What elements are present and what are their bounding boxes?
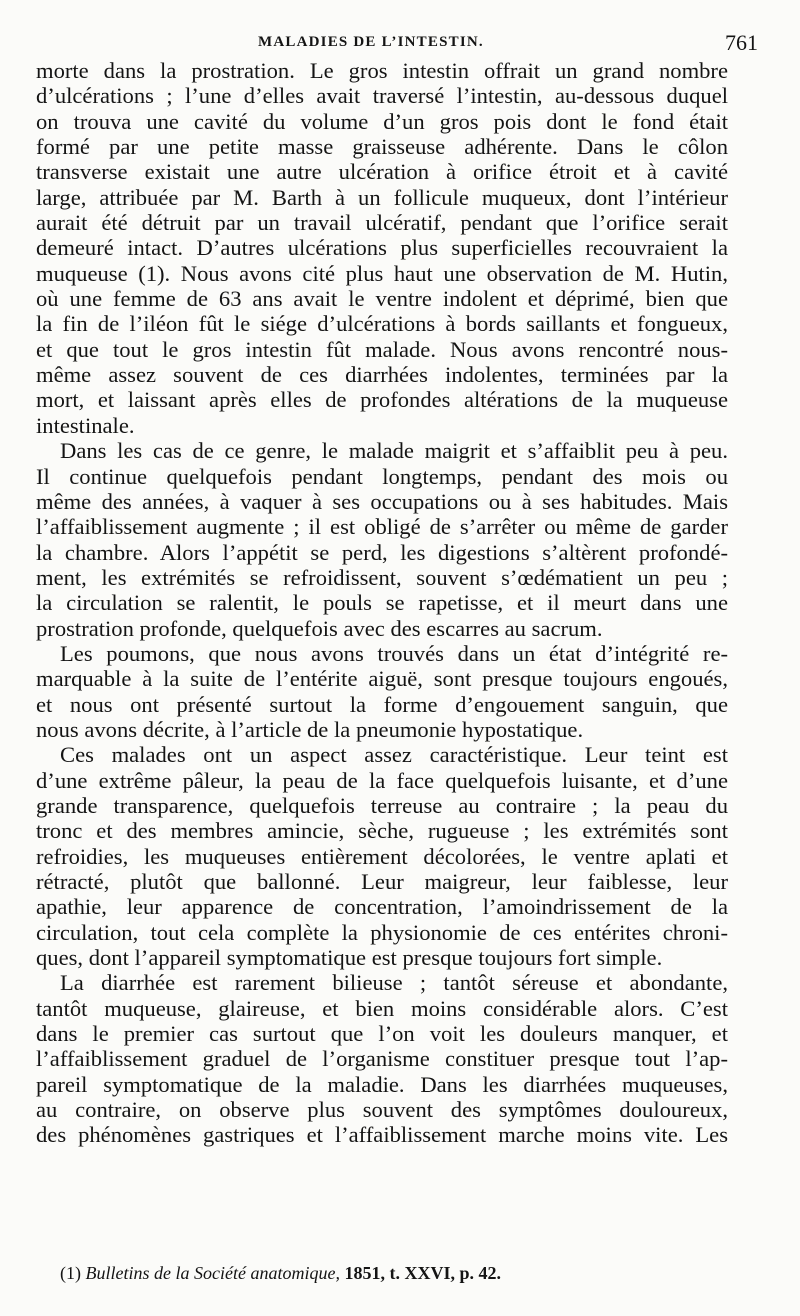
text-line: intestinale.: [36, 412, 135, 438]
paragraph-1: [36, 58, 728, 438]
running-title: MALADIES DE L’INTESTIN.: [258, 34, 484, 50]
text-line: des phénomènes gastriques et l’affaiblissement marche moins vite. Les: [36, 1122, 728, 1148]
footnote-year: 1851,: [344, 1263, 385, 1283]
text-line: d’ulcérations ; l’une d’elles avait traversé l’intestin, au-dessous duquel: [36, 83, 728, 109]
text-line: la chambre. Alors l’appétit se perd, les digestions s’altèrent profondé-: [36, 539, 728, 565]
text-line: au contraire, on observe plus souvent des symptômes douloureux,: [36, 1097, 728, 1123]
text-line: et nous ont présenté surtout la forme d’engouement sanguin, que: [36, 691, 728, 717]
text-line: Dans les cas de ce genre, le malade maigrit et s’affaiblit peu à peu.: [60, 438, 728, 464]
text-line: la circulation se ralentit, le pouls se rapetisse, et il meurt dans une: [36, 590, 728, 616]
text-line: Les poumons, que nous avons trouvés dans un état d’intégrité re-: [60, 640, 728, 666]
text-line: demeuré intact. D’autres ulcérations plus superficielles recouvraient la: [36, 235, 728, 261]
text-line: marquable à la suite de l’entérite aiguë, sont presque toujours engoués,: [36, 666, 728, 692]
body-text: [36, 58, 728, 1148]
footnote-marker: (1): [60, 1263, 81, 1283]
text-line: muqueuse (1). Nous avons cité plus haut une observation de M. Hutin,: [36, 260, 728, 286]
footnote-page: p. 42.: [459, 1263, 501, 1283]
text-line: nous avons décrite, à l’article de la pneumonie hypostatique.: [36, 716, 584, 742]
text-line: même assez souvent de ces diarrhées indolentes, terminées par la: [36, 362, 728, 388]
text-line: on trouva une cavité du volume d’un gros pois dont le fond était: [36, 108, 728, 134]
text-line: transverse existait une autre ulcération à orifice étroit et à cavité: [36, 159, 728, 185]
text-line: prostration profonde, quelquefois avec des escarres au sacrum.: [36, 615, 603, 641]
page-number: 761: [725, 30, 758, 55]
text-line: apathie, leur apparence de concentration, l’amoindrissement de la: [36, 894, 728, 920]
text-line: tantôt muqueuse, glaireuse, et bien moins considérable alors. C’est: [36, 995, 728, 1021]
text-line: morte dans la prostration. Le gros intestin offrait un grand nombre: [36, 58, 728, 83]
text-line: tronc et des membres amincie, sèche, rugueuse ; les extrémités sont: [36, 818, 728, 844]
text-line: dans le premier cas surtout que l’on voit les douleurs manquer, et: [36, 1021, 728, 1047]
text-line: même des années, à vaquer à ses occupations ou à ses habitudes. Mais: [36, 488, 728, 514]
footnote: [60, 1263, 501, 1284]
text-line: l’affaiblissement graduel de l’organisme constituer presque tout l’ap-: [36, 1046, 728, 1072]
text-line: circulation, tout cela complète la physionomie de ces entérites chroni-: [36, 919, 728, 945]
paragraph-4: [36, 742, 728, 970]
text-line: rétracté, plutôt que ballonné. Leur maigreur, leur faiblesse, leur: [36, 869, 728, 894]
paragraph-3: [36, 641, 728, 742]
text-line: Ces malades ont un aspect assez caractéristique. Leur teint est: [60, 742, 728, 768]
paragraph-2: [36, 438, 728, 641]
text-line: refroidies, les muqueuses entièrement décolorées, le ventre aplati et: [36, 843, 728, 869]
text-line: et que tout le gros intestin fût malade. Nous avons rencontré nous-: [36, 336, 728, 362]
text-line: aurait été détruit par un travail ulcératif, pendant que l’orifice serait: [36, 210, 728, 236]
text-line: l’affaiblissement augmente ; il est obligé de s’arrêter ou même de garder: [36, 514, 728, 540]
footnote-source: Bulletins de la Société anatomique,: [85, 1263, 340, 1283]
paragraph-5: [36, 970, 728, 1147]
text-line: ment, les extrémités se refroidissent, souvent s’œdématient un peu ;: [36, 564, 728, 590]
text-line: où une femme de 63 ans avait le ventre indolent et déprimé, bien que: [36, 286, 728, 312]
text-line: pareil symptomatique de la maladie. Dans les diarrhées muqueuses,: [36, 1071, 728, 1097]
text-line: grande transparence, quelquefois terreuse au contraire ; la peau du: [36, 792, 728, 818]
text-line: la fin de l’iléon fût le siége d’ulcérations à bords saillants et fongueux,: [36, 311, 728, 337]
text-line: large, attribuée par M. Barth à un follicule muqueux, dont l’intérieur: [36, 184, 728, 210]
text-line: mort, et laissant après elles de profondes altérations de la muqueuse: [36, 387, 728, 413]
text-line: La diarrhée est rarement bilieuse ; tantôt séreuse et abondante,: [60, 970, 728, 996]
footnote-tome: t. XXVI,: [389, 1263, 455, 1283]
text-line: Il continue quelquefois pendant longtemps, pendant des mois ou: [36, 463, 728, 489]
text-line: d’une extrême pâleur, la peau de la face quelquefois luisante, et d’une: [36, 767, 728, 793]
running-head: [36, 30, 758, 56]
text-line: formé par une petite masse graisseuse adhérente. Dans le côlon: [36, 134, 728, 160]
text-line: ques, dont l’appareil symptomatique est presque toujours fort simple.: [36, 945, 663, 971]
